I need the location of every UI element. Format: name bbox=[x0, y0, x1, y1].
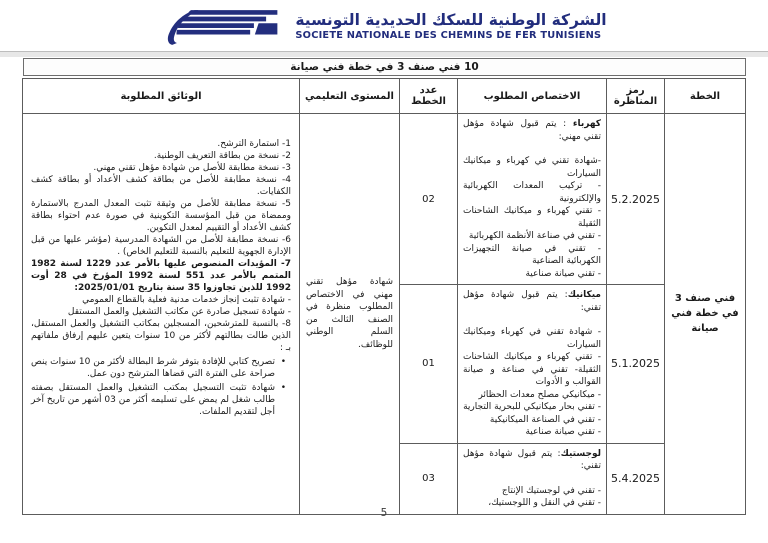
specialty-item: - تقني في لوجستيك الإنتاج bbox=[501, 485, 601, 496]
code-cell-electricity: 5.2.2025 bbox=[607, 114, 665, 285]
count-cell-logistics: 03 bbox=[400, 443, 458, 514]
specialty-item: - تقني كهرباء و ميكانيك الشاحنات الثقيلة bbox=[463, 206, 601, 229]
specialty-item: - تقني في صيانة التجهيزات الكهربائية الصناعية bbox=[463, 243, 601, 266]
company-name-arabic: الشركة الوطنية للسكك الحديدية التونسية bbox=[295, 11, 607, 30]
specialty-items bbox=[463, 155, 601, 280]
specialty-intro: لوجستيك: يتم قبول شهادة مؤهل تقني: bbox=[463, 448, 601, 471]
document-item: 5- نسخة مطابقة للأصل من وثيقة تثبت المعدل المدرج بالاستمارة وممضاة من قبل المؤسسة التكوينية في صورة عدم احتواء بطاقة كشف الأعداد أو التقييم لمعدل التكوين. bbox=[31, 199, 291, 233]
count-cell-electricity: 02 bbox=[400, 114, 458, 285]
recruitment-table-area bbox=[23, 58, 746, 515]
education-level-cell: شهادة مؤهل تقني مهني في الاختصاص المطلوب منظرة في الصنف الثالث من السلم الوطني للوظائف. bbox=[300, 114, 400, 515]
specialty-items bbox=[463, 326, 601, 439]
table-row-electricity bbox=[23, 114, 746, 285]
document-item: • تصريح كتابي للإفادة بتوفر شرط البطالة لأكثر من 10 سنوات ينص صراحة على الفترة التي قضاها المترشح دون عمل. bbox=[31, 356, 291, 380]
document-item: 1- استمارة الترشح. bbox=[217, 139, 291, 149]
specialty-item: - تركيب المعدات الكهربائية والإلكترونية bbox=[463, 181, 601, 204]
specialty-cell-mechanics bbox=[458, 285, 607, 444]
specialty-cell-logistics bbox=[458, 443, 607, 514]
header-divider bbox=[0, 51, 768, 57]
specialty-item: -شهادة تقني في كهرباء و ميكانيك السيارات bbox=[463, 156, 601, 179]
recruitment-table bbox=[22, 78, 746, 515]
specialty-item: - تقني في صناعة الأنظمة الكهربائية bbox=[468, 231, 601, 241]
column-header-code: رمز المناظرة bbox=[607, 79, 665, 114]
specialty-item: - تقني بحار ميكانيكي للبحرية التجارية bbox=[463, 402, 601, 412]
page-number: 5 bbox=[380, 507, 388, 519]
count-cell-mechanics: 01 bbox=[400, 285, 458, 444]
document-item: 8- بالنسبة للمترشحين، المسجلين بمكاتب التشغيل والعمل المستقل، الذين طالت بطالتهم لأكثر من 10 سنوات يتعين عليهم إرفاق ملفاتهم بـ : bbox=[31, 319, 291, 353]
column-header-specialty: الاختصاص المطلوب bbox=[458, 79, 607, 114]
documents-list bbox=[31, 138, 291, 418]
column-header-documents: الوثائق المطلوبة bbox=[23, 79, 300, 114]
document-item: - شهادة تسجيل صادرة عن مكاتب التشغيل والعمل المستقل bbox=[67, 307, 291, 317]
document-item: 2- نسخة من بطاقة التعريف الوطنية. bbox=[153, 151, 291, 161]
column-header-plan: الخطة bbox=[665, 79, 746, 114]
code-cell-mechanics: 5.1.2025 bbox=[607, 285, 665, 444]
specialty-item: - تقني صيانة صناعية bbox=[525, 427, 601, 437]
required-documents-cell bbox=[23, 114, 300, 515]
specialty-item: - ميكانيكي مصلح معدات الحظائر bbox=[478, 389, 601, 400]
sncft-logo-icon bbox=[161, 5, 283, 49]
company-header bbox=[0, 5, 768, 49]
code-cell-logistics: 5.4.2025 bbox=[607, 443, 665, 514]
document-item: 7- المؤيدات المنصوص عليها بالأمر عدد 1229 لسنة 1982 المتمم بالأمر عدد 551 لسنة 1992 المؤرخ في 28 أوت 1992 للذين تجاوزوا 35 سنة بتاريخ 2025/01/01: bbox=[31, 259, 292, 293]
specialty-intro: كهرباء : يتم قبول شهادة مؤهل تقني مهني: bbox=[463, 119, 601, 142]
column-header-education: المستوى التعليمي bbox=[300, 79, 400, 114]
specialty-item: - شهادة تقني في كهرباء وميكانيك السيارات bbox=[463, 327, 601, 350]
column-header-count: عدد الخطط bbox=[400, 79, 458, 114]
specialty-item: - تقني صيانة صناعية bbox=[525, 268, 601, 279]
document-item: 3- نسخة مطابقة للأصل من شهادة مؤهل تقني مهني. bbox=[93, 163, 291, 173]
document-item: 6- نسخة مطابقة للأصل من الشهادة المدرسية (مؤشر عليها من قبل الإدارة الجهوية للتعليم بالنسبة للتعليم الخاص) . bbox=[31, 235, 291, 257]
specialty-cell-electricity bbox=[458, 114, 607, 285]
specialty-item: - تقني في الصناعة الميكانيكية bbox=[489, 414, 601, 425]
table-title: 10 فني صنف 3 في خطة فني صيانة bbox=[23, 58, 746, 76]
specialty-items bbox=[463, 485, 601, 510]
document-item: • شهادة تثبت التسجيل بمكتب التشغيل والعمل المستقل بصفته طالب شغل لم يمض على تسليمه أكثر من 03 أشهر من تاريخ آخر أجل لتقديم الملفات. bbox=[31, 382, 291, 418]
table-header-row bbox=[23, 79, 746, 114]
company-names bbox=[295, 12, 606, 41]
document-item: - شهادة تثبت إنجاز خدمات مدنية فعلية بالقطاع العمومي bbox=[82, 295, 291, 305]
plan-cell: فني صنف 3 في خطة فني صيانة bbox=[665, 114, 746, 515]
specialty-item: - تقني كهرباء و ميكانيك الشاحنات الثقيلة- تقني في صناعة و صيانة القوالب و الأدوات bbox=[463, 352, 601, 387]
company-name-french: SOCIETE NATIONALE DES CHEMINS DE FER TUNISIENS bbox=[295, 30, 602, 42]
specialty-item: - تقني في النقل و اللوجستيك، bbox=[488, 498, 601, 508]
document-item: 4- نسخة مطابقة للأصل من بطاقة كشف الأعداد أو بطاقة كشف الكفايات. bbox=[31, 175, 291, 197]
specialty-intro: ميكانيك: يتم قبول شهادة مؤهل تقني: bbox=[463, 290, 601, 313]
